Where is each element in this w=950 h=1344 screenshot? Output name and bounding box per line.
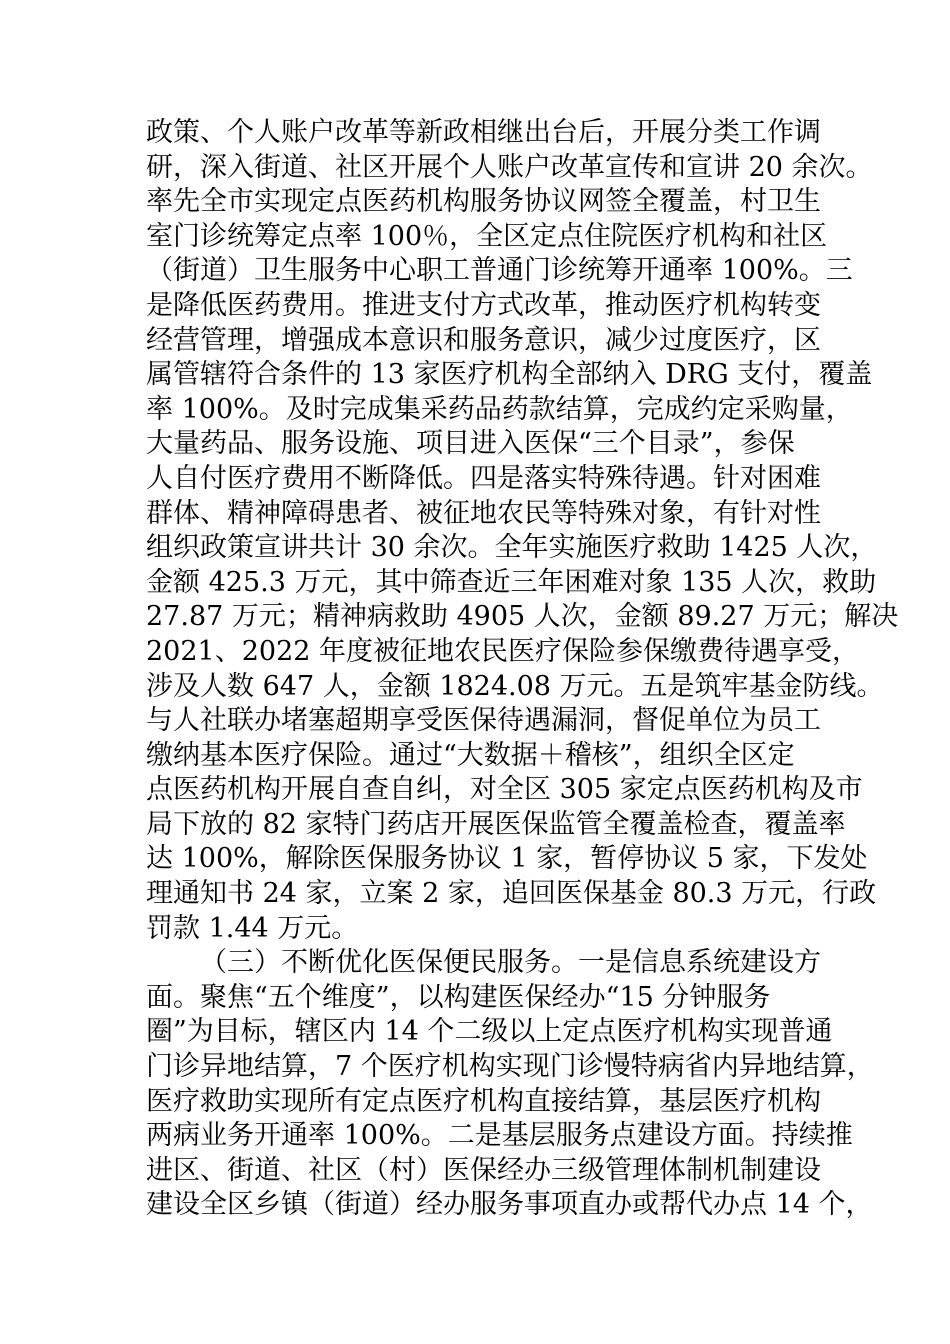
text-line: 缴纳基本医疗保险。通过“大数据＋稽核”，组织全区定 (146, 739, 795, 771)
text-line: 27.87 万元；精神病救助 4905 人次，金额 89.27 万元；解决 (146, 601, 899, 633)
text-line: 两病业务开通率 100%。二是基层服务点建设方面。持续推 (146, 1120, 853, 1152)
text-line: 属管辖符合条件的 13 家医疗机构全部纳入 DRG 支付，覆盖 (146, 359, 873, 391)
text-line: 建设全区乡镇（街道）经办服务事项直办或帮代办点 14 个， (146, 1189, 873, 1221)
text-line: 医疗救助实现所有定点医疗机构直接结算，基层医疗机构 (146, 1085, 821, 1117)
text-line: 面。聚焦“五个维度”，以构建医保经办“15 分钟服务 (146, 981, 771, 1013)
text-line: （街道）卫生服务中心职工普通门诊统筹开通率 100%。三 (146, 255, 853, 287)
text-line: 率 100%。及时完成集采药品药款结算，完成约定采购量， (146, 393, 853, 425)
text-line: 圈”为目标，辖区内 14 个二级以上定点医疗机构实现普通 (146, 1016, 833, 1048)
text-line: 达 100%，解除医保服务协议 1 家，暂停协议 5 家，下发处 (146, 843, 868, 875)
text-line: 率先全市实现定点医药机构服务协议网签全覆盖，村卫生 (146, 186, 821, 218)
document-body (146, 116, 899, 1223)
text-line: 室门诊统筹定点率 100％，全区定点住院医疗机构和社区 (146, 220, 828, 252)
text-line: 金额 425.3 万元，其中筛查近三年困难对象 135 人次，救助 (146, 566, 877, 598)
text-line: 进区、街道、社区（村）医保经办三级管理体制机制建设 (146, 1154, 821, 1186)
text-line: 局下放的 82 家特门药店开展医保监管全覆盖检查，覆盖率 (146, 808, 846, 840)
text-line: 人自付医疗费用不断降低。四是落实特殊待遇。针对困难 (146, 462, 821, 494)
text-line: 政策、个人账户改革等新政相继出台后，开展分类工作调 (146, 117, 821, 148)
text-line: 理通知书 24 家，立案 2 家，追回医保基金 80.3 万元，行政 (146, 878, 877, 910)
text-line: 群体、精神障碍患者、被征地农民等特殊对象，有针对性 (146, 497, 821, 529)
text-line: 与人社联办堵塞超期享受医保待遇漏洞，督促单位为员工 (146, 705, 821, 737)
section-heading-line: （三）不断优化医保便民服务。一是信息系统建设方 (200, 947, 821, 979)
text-line: 大量药品、服务设施、项目进入医保“三个目录”，参保 (146, 428, 795, 460)
text-line: 门诊异地结算，7 个医疗机构实现门诊慢特病省内异地结算， (146, 1051, 874, 1083)
text-line: 研，深入街道、社区开展个人账户改革宣传和宣讲 20 余次。 (146, 151, 873, 183)
text-line: 经营管理，增强成本意识和服务意识，减少过度医疗，区 (146, 324, 821, 356)
text-line: 点医药机构开展自查自纠，对全区 305 家定点医药机构及市 (146, 774, 863, 806)
text-line: 2021、2022 年度被征地农民医疗保险参保缴费待遇享受， (146, 635, 860, 667)
text-line: 组织政策宣讲共计 30 余次。全年实施医疗救助 1425 人次， (146, 532, 878, 564)
text-line: 涉及人数 647 人，金额 1824.08 万元。五是筑牢基金防线。 (146, 670, 884, 702)
text-line: 罚款 1.44 万元。 (146, 912, 359, 944)
text-line: 是降低医药费用。推进支付方式改革，推动医疗机构转变 (146, 289, 821, 321)
